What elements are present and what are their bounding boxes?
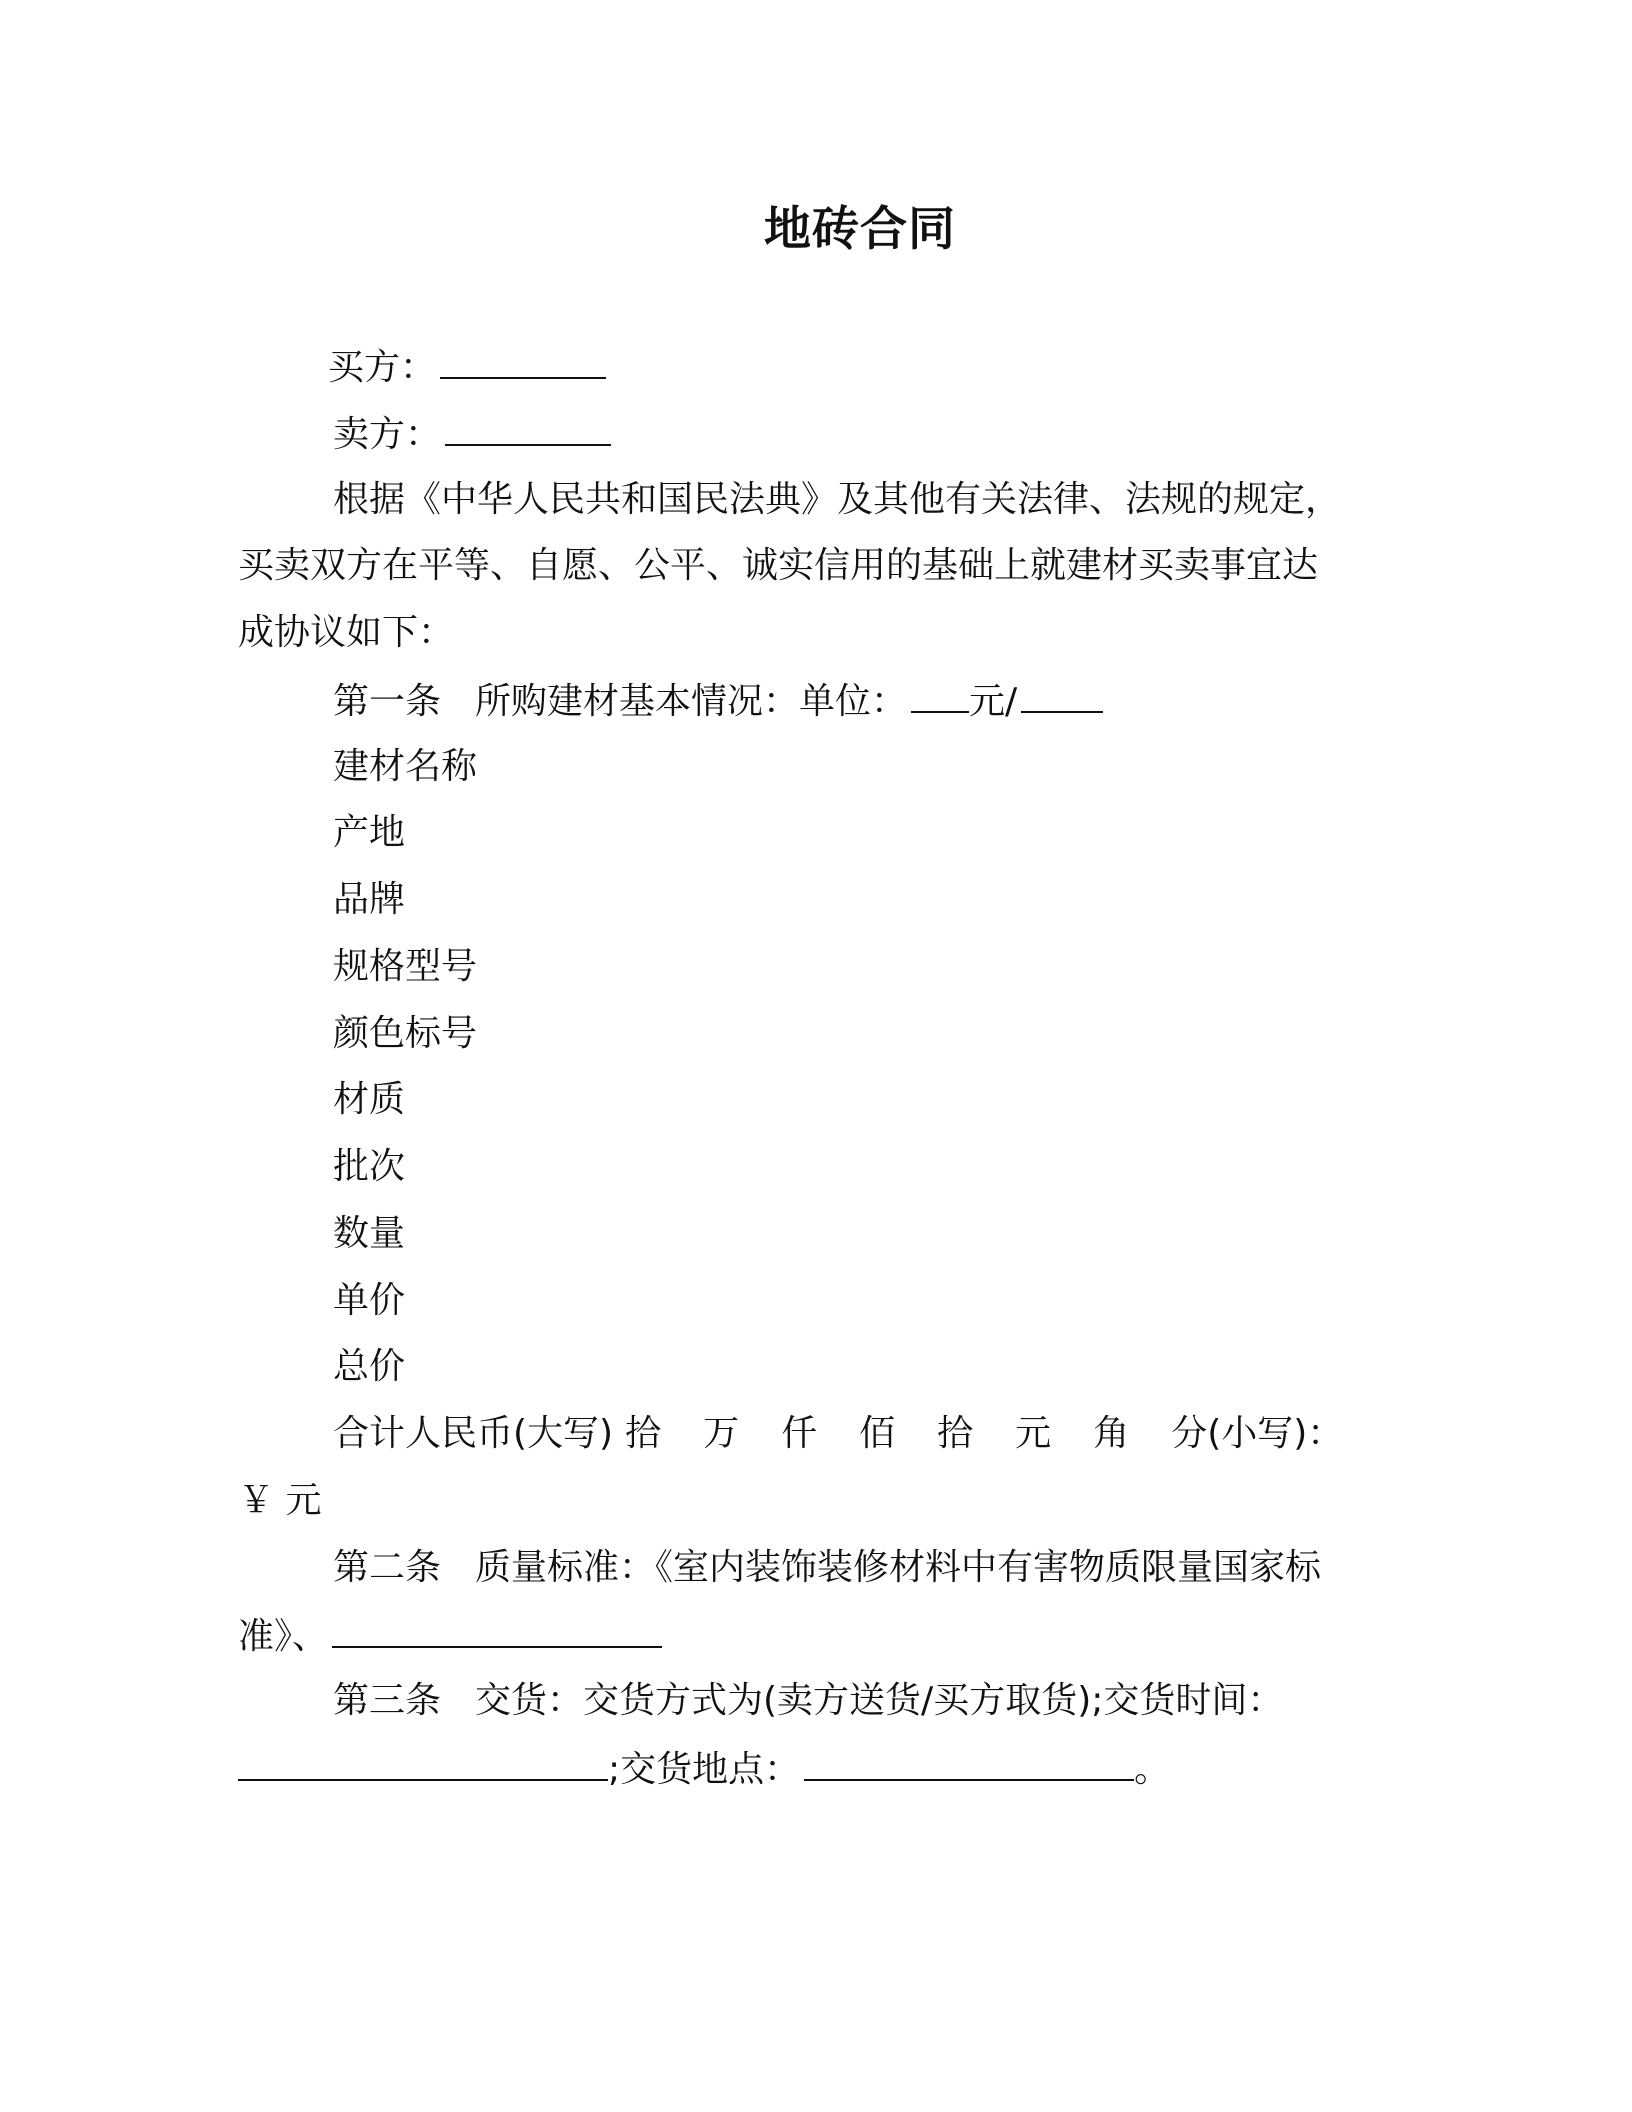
buyer-line [328,343,606,391]
list-item: 品牌 [333,879,406,920]
total-label: 合计人民币(大写) [333,1413,614,1454]
unit-fen: 分(小写)： [1171,1413,1344,1454]
article1-line [333,677,1103,725]
list-item: 建材名称 [333,746,478,787]
unit-wan: 万 [703,1413,740,1454]
page-title: 地砖合同 [764,202,956,257]
seller-line [333,410,611,458]
article2-cont-line [238,1612,662,1660]
list-item: 数量 [333,1213,406,1254]
article2-text: 质量标准：《室内装饰装修材料中有害物质限量国家标 [475,1547,1322,1588]
article2-cont: 准》、 [238,1616,329,1657]
currency-line: ￥ 元 [238,1480,322,1521]
unit-blank-2 [1021,677,1103,713]
seller-blank [445,410,611,446]
delivery-place-blank [804,1745,1134,1781]
article3-line [333,1678,1283,1724]
list-item: 产地 [333,812,406,853]
delivery-place-label: ;交货地点： [608,1749,801,1790]
list-item: 总价 [333,1346,406,1387]
article2-line [333,1545,1321,1591]
unit-yuan: 元/ [969,681,1018,722]
list-item: 批次 [333,1146,406,1187]
list-item: 颜色标号 [333,1013,478,1054]
seller-label: 卖方： [333,414,442,455]
unit-yuan-2: 元 [1015,1413,1052,1454]
article1-text: 所购建材基本情况：单位： [475,681,908,722]
preamble-line-2: 买卖双方在平等、自愿、公平、诚实信用的基础上就建材买卖事宜达 [238,545,1319,586]
list-item: 规格型号 [333,946,478,987]
preamble-line-1: 根据《中华人民共和国民法典》及其他有关法律、法规的规定， [333,479,1342,520]
unit-blank-1 [911,677,969,713]
delivery-time-blank [238,1745,608,1781]
article1-heading: 第一条 [333,681,442,722]
article3-heading: 第三条 [333,1680,442,1721]
delivery-line [238,1745,1170,1793]
preamble-line-3: 成协议如下： [238,612,455,653]
buyer-blank [440,343,606,379]
unit-qian: 仟 [781,1413,818,1454]
delivery-end: 。 [1134,1749,1171,1790]
buyer-label: 买方： [328,347,437,388]
unit-bai: 佰 [859,1413,896,1454]
standard-blank [332,1612,662,1648]
total-line [333,1411,1343,1457]
unit-shi: 拾 [625,1413,662,1454]
list-item: 材质 [333,1079,406,1120]
list-item: 单价 [333,1280,406,1321]
article3-text: 交货：交货方式为(卖方送货/买方取货);交货时间： [475,1680,1284,1721]
unit-shi-2: 拾 [937,1413,974,1454]
article2-heading: 第二条 [333,1547,442,1588]
unit-jiao: 角 [1093,1413,1130,1454]
